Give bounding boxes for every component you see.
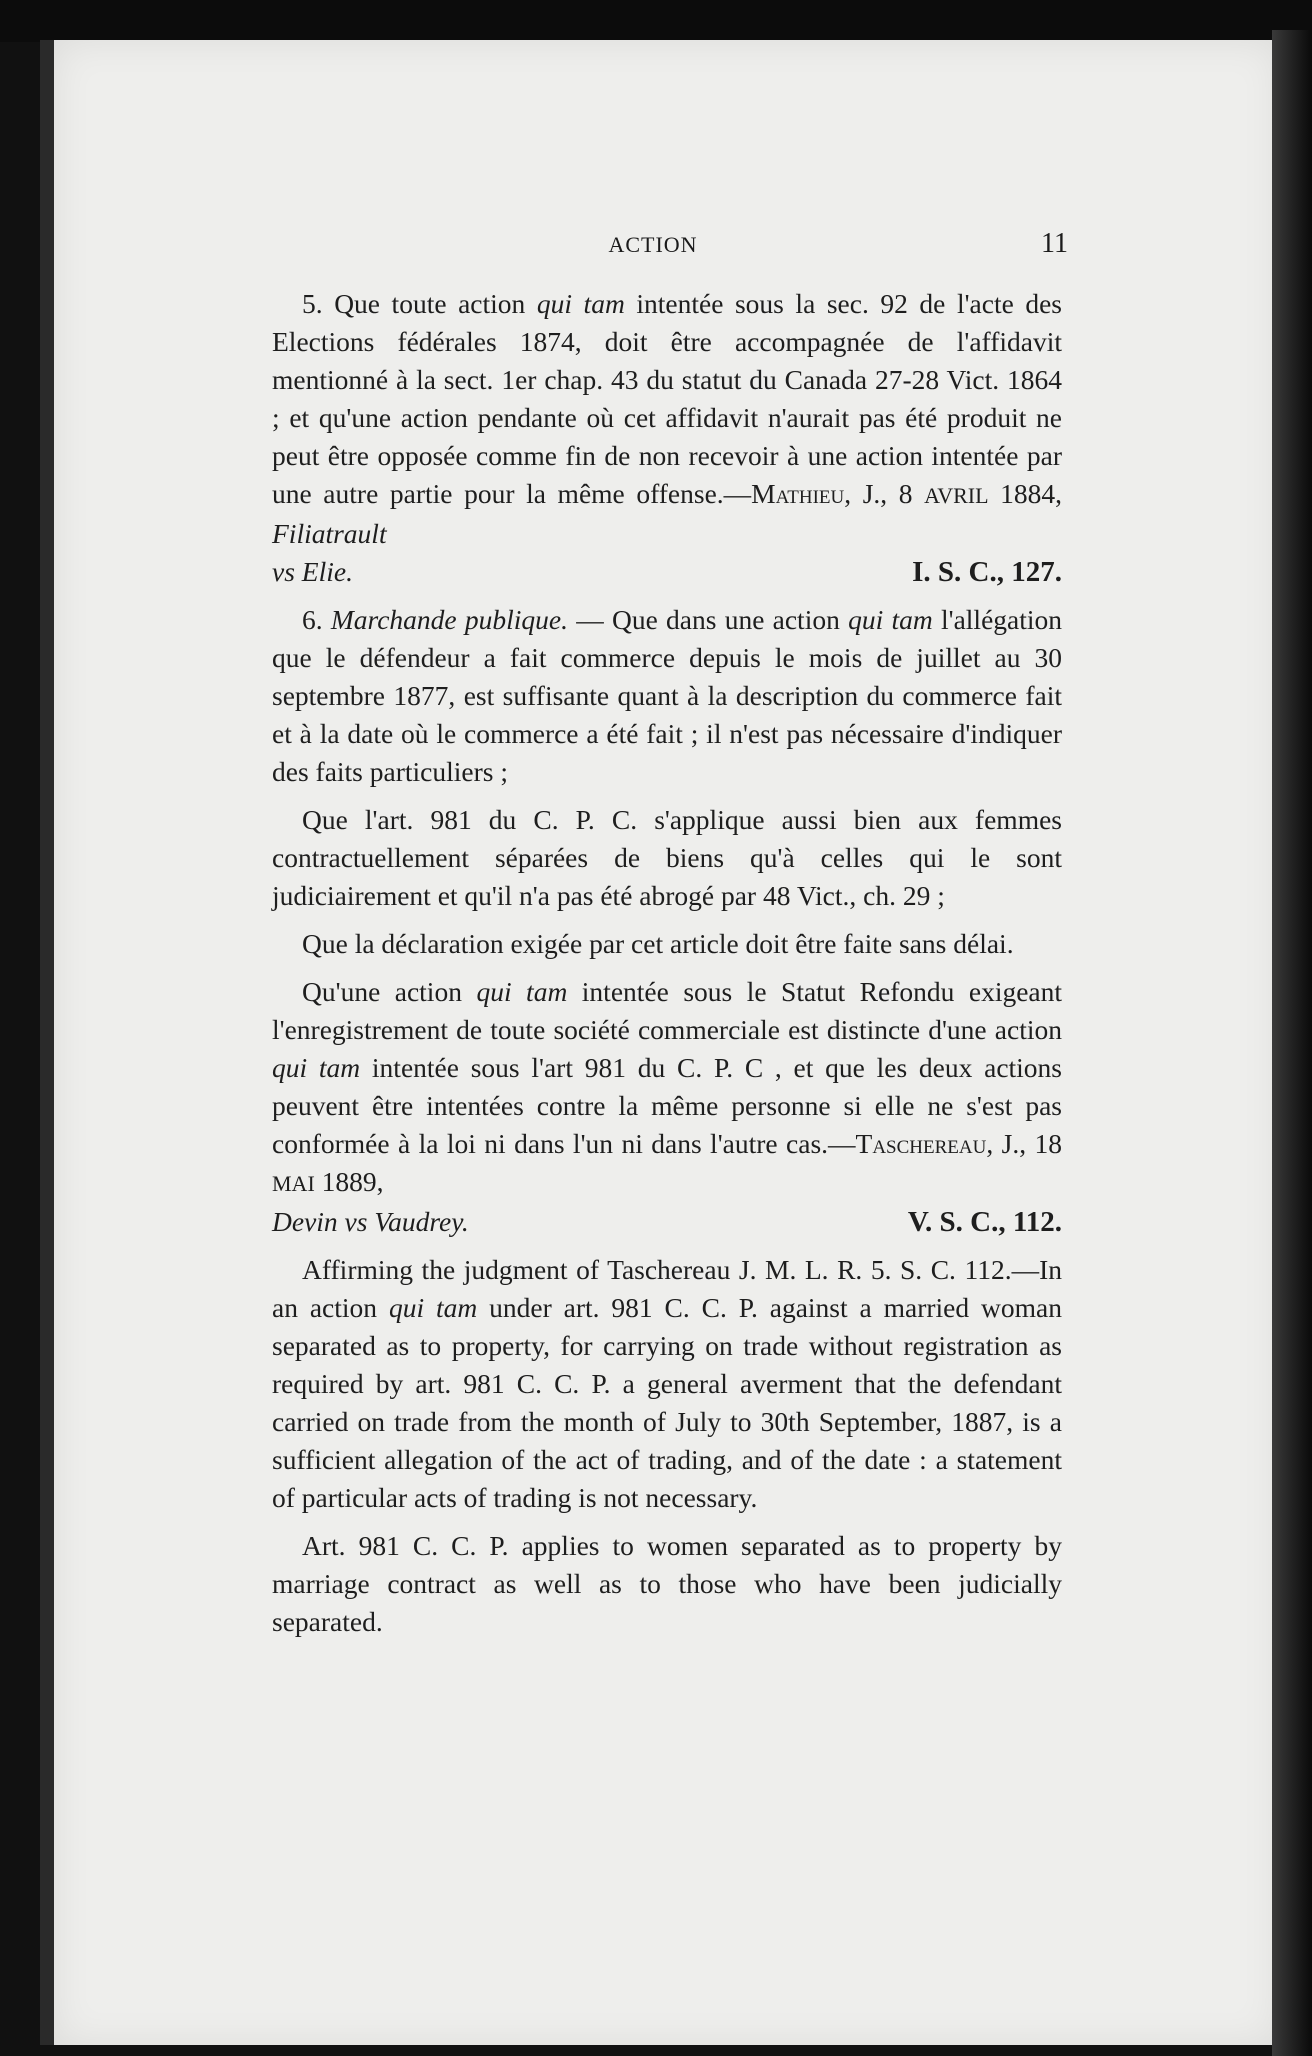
italic-term: qui tam xyxy=(476,976,568,1007)
citation-line xyxy=(272,1203,1062,1241)
text-run: under art. 981 C. C. P. against a married woman separated as to property, for carrying on trade without registration as required by art. 981 C. C. P. a general averment that the defendant carried on trade from the month of July to 30th September, 1887, is a sufficient allegation of the act of trading, and of the date : a statement of particular acts of trading is not necessary. xyxy=(272,1292,1062,1513)
citation-line xyxy=(272,553,1062,591)
scan-right-border xyxy=(1272,30,1312,2056)
running-head: ACTION xyxy=(608,232,698,257)
paragraph-5 xyxy=(272,285,1062,553)
text-run: intentée sous l'art 981 du C. P. C , et que les deux actions peuvent être intentées contre la même personne si elle ne s'est pas conformée à la loi ni dans l'un ni dans l'autre cas.— xyxy=(272,1052,1063,1159)
report-reference: I. S. C., 127. xyxy=(912,556,1062,588)
text-run: intentée sous le Statut Refondu exigeant l'enregistrement de toute société commerciale est distincte d'une action xyxy=(272,976,1063,1045)
text-run: intentée sous la sec. 92 de l'acte des Elections fédérales 1874, doit être accompagnée de l'affidavit mentionné à la sect. 1er chap. 43 du statut du Canada 27-28 Vict. 1864 ; et qu'une action pendante où cet affidavit n'aurait pas été produit ne peut être opposée comme fin de non recevoir à une action intentée par une autre partie pour la même offense.— xyxy=(272,288,1063,509)
report-reference: V. S. C., 112. xyxy=(907,1206,1062,1238)
month: AVRIL xyxy=(924,483,989,508)
month: MAI xyxy=(272,1171,315,1196)
judge-name: Mathieu xyxy=(751,478,845,509)
italic-term: qui tam xyxy=(848,604,933,635)
paragraph-number: 6. xyxy=(302,604,323,635)
scan-top-border xyxy=(0,0,1312,42)
case-parties: Devin vs Vaudrey. xyxy=(272,1206,469,1237)
paragraph-10 xyxy=(272,1251,1062,1517)
italic-term: qui tam xyxy=(536,288,625,319)
text-run: 1884, xyxy=(1000,478,1063,509)
judge-name: Taschereau xyxy=(855,1128,987,1159)
text-run: Que toute action xyxy=(334,288,526,319)
page-header xyxy=(238,228,1068,272)
italic-term: qui tam xyxy=(272,1052,361,1083)
page-body xyxy=(272,285,1062,1651)
party-name: Filiatrault xyxy=(272,518,387,549)
text-run: Affirming the judgment of Taschereau J. M. L. R. 5. S. C. 112.—In an action xyxy=(272,1254,1062,1323)
paragraph-8: Que la déclaration exigée par cet article doit être faite sans délai. xyxy=(302,928,1014,959)
paragraph-number: 5. xyxy=(302,288,323,319)
paragraph-title: Marchande publique. xyxy=(330,604,568,635)
paragraph-7: Que l'art. 981 du C. P. C. s'applique aussi bien aux femmes contractuellement séparées de biens qu'à celles qui le sont judiciairement et qu'il n'a pas été abrogé par 48 Vict., ch. 29 ; xyxy=(272,804,1062,911)
text-run: 1889, xyxy=(321,1166,384,1197)
text-run: , J., 18 xyxy=(986,1128,1062,1159)
text-run: l'allégation que le défendeur a fait commerce depuis le mois de juillet au 30 septembre 1877, est suffisante quant à la description du commerce fait et à la date où le commerce a été fait ; il n'est pas nécessaire d'indiquer des faits particuliers ; xyxy=(272,604,1063,787)
paragraph-11: Art. 981 C. C. P. applies to women separated as to property by marriage contract as well as to those who have been judicially separated. xyxy=(272,1530,1062,1637)
text-run: , J., 8 xyxy=(844,478,913,509)
paragraph-6 xyxy=(272,601,1062,791)
page-number: 11 xyxy=(1041,228,1068,259)
paragraph-9 xyxy=(272,973,1062,1203)
case-parties: vs Elie. xyxy=(272,556,353,587)
text-run: Qu'une action xyxy=(302,976,462,1007)
text-run: — Que dans une action xyxy=(576,604,840,635)
italic-term: qui tam xyxy=(388,1292,478,1323)
